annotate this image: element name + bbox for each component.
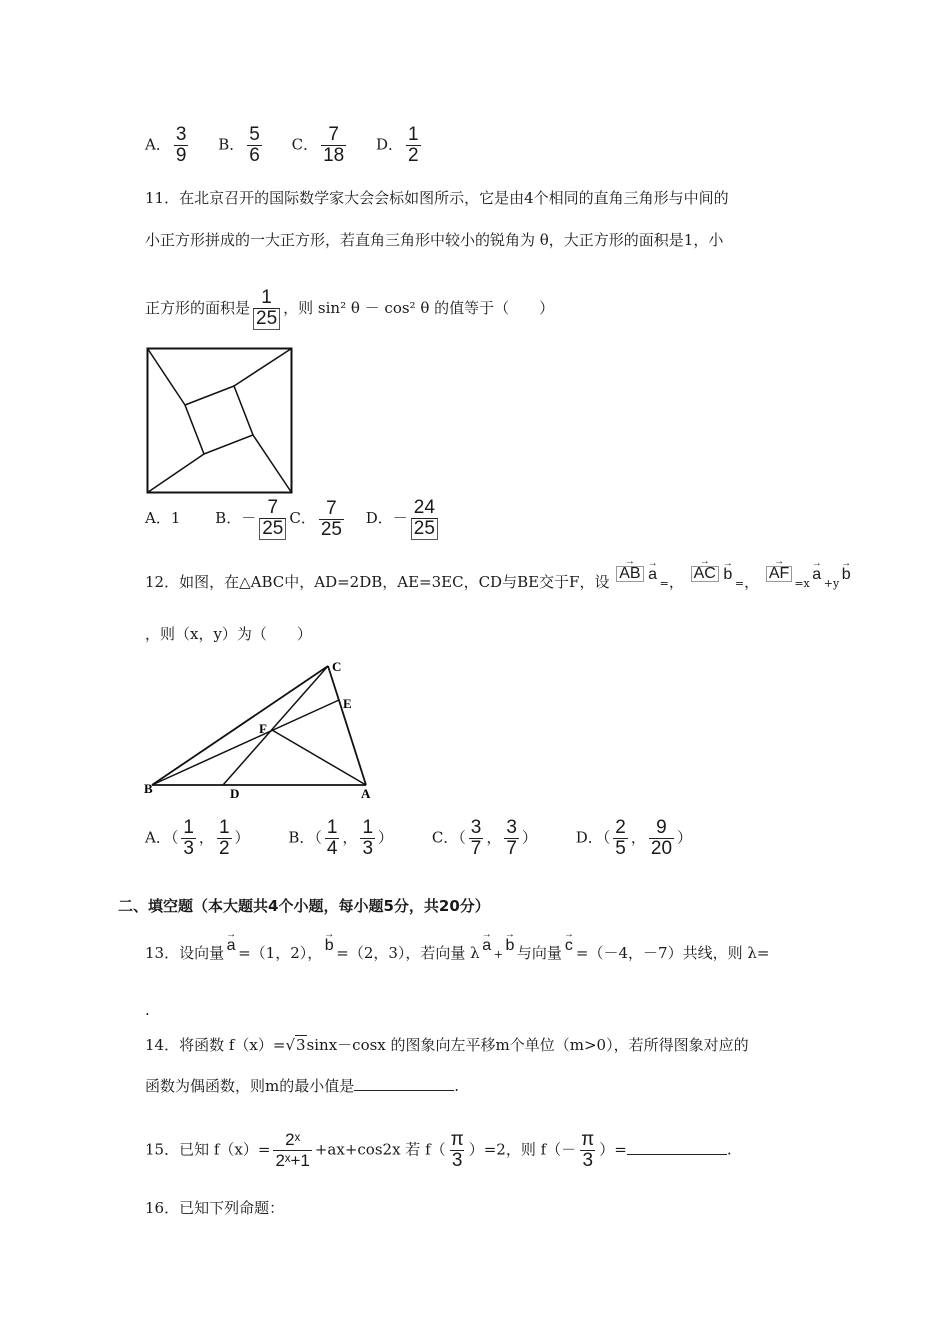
q12-line-1: 12．如图，在△ABC中，AD=2DB，AE=3EC，CD与BE交于F，设 → AB → a =， → AC → b =， → AF =x → a +y → b (145, 556, 852, 591)
q12-line-2: ，则（x，y）为（ ） (145, 625, 312, 643)
label-d: D (230, 786, 240, 801)
q11-line-1: 11．在北京召开的国际数学家大会会标如图所示，它是由4个相同的直角三角形与中间的 (145, 189, 729, 207)
q10-option-a[interactable]: A． $\frac{3}{9}$ (145, 124, 187, 166)
q16-line: 16．已知下列命题： (145, 1199, 285, 1217)
q15-line: 15．已知 f（x）= $\frac{\text{2ˣ}}{\text{2ˣ+1}}$ +ax+cos2x 若 f（ $\frac{\pi}{3}$ ）=2，则 f（－ $\frac{\pi}{3}$ ）= . (145, 1129, 732, 1171)
q10-option-d[interactable]: D． $\frac{1}{2}$ (376, 124, 419, 166)
label-a: A (361, 786, 371, 801)
q13-dot: . (145, 1001, 150, 1019)
label-e: E (343, 696, 352, 711)
q13-line: 13．设向量 → a =（1，2）， → b =（2，3），若向量 λ → a + → b 与向量 → c =（－4，－7）共线，则 λ= (145, 929, 770, 962)
q12-option-a[interactable]: A．（ $\frac{1}{3}$ ， $\frac{1}{2}$ ） (145, 817, 250, 859)
q11-option-d[interactable]: D．－ $\frac{24}{25}$ (366, 509, 441, 527)
q11-option-b[interactable]: B．－ $\frac{7}{25}$ (215, 509, 289, 527)
q11-figure (146, 347, 294, 495)
q14-answer-blank[interactable] (354, 1076, 454, 1091)
q12-option-b[interactable]: B．（ $\frac{1}{4}$ ， $\frac{1}{3}$ ） (288, 817, 394, 859)
q11-options (145, 498, 441, 540)
q14-line-2: 函数为偶函数，则m的最小值是 . (145, 1077, 460, 1095)
q12-option-d[interactable]: D．（ $\frac{2}{5}$ ， $\frac{9}{20}$ ） (575, 817, 693, 859)
label-c: C (332, 660, 342, 674)
label-f: F (259, 721, 267, 736)
q11-line-3: 正方形的面积是 $\frac{1}{25}$ ，则 sin² θ － cos² θ 的值等于（ ） (145, 287, 555, 329)
q11-line-2: 小正方形拼成的一大正方形，若直角三角形中较小的锐角为 θ，大正方形的面积是1，小 (145, 231, 724, 249)
q12-option-c[interactable]: C．（ $\frac{3}{7}$ ， $\frac{3}{7}$ ） (431, 817, 537, 859)
q10-option-b[interactable]: B． $\frac{5}{6}$ (218, 124, 260, 166)
q11-option-a[interactable]: A．1 (145, 509, 181, 527)
q11-option-c[interactable]: C． $\frac{7}{25}$ (289, 497, 342, 540)
section-2-heading: 二、填空题（本大题共4个小题，每小题5分，共20分） (118, 897, 490, 915)
q12-options (145, 818, 714, 859)
label-b: B (144, 781, 153, 796)
q10-options (145, 125, 446, 166)
q10-option-c[interactable]: C． $\frac{7}{18}$ (291, 124, 345, 166)
q14-line-1: 14．将函数 f（x）=√3sinx－cosx 的图象向左平移m个单位（m>0），若所得图象对应的 (145, 1036, 749, 1054)
q12-figure (142, 660, 372, 802)
q15-answer-blank[interactable] (627, 1140, 727, 1155)
